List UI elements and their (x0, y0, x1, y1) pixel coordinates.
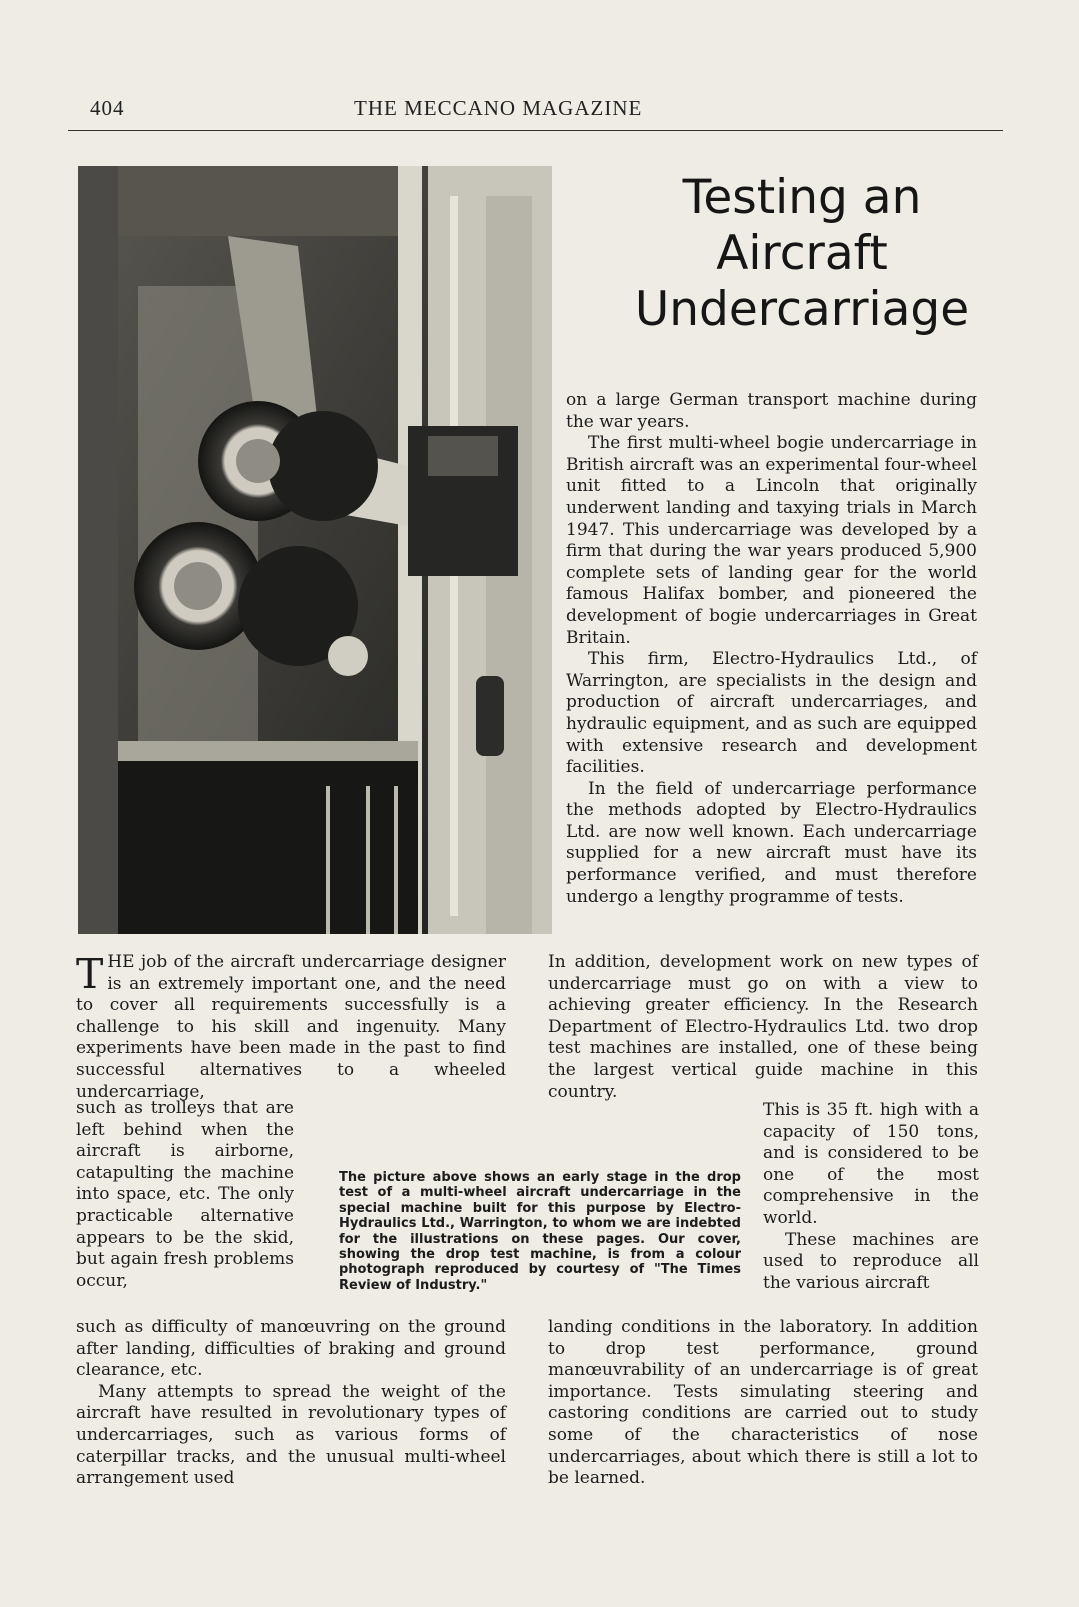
left-narrow-paragraph: such as trolleys that are left behind when the aircraft is airborne, catapulting the machine into space, etc. The only practicable alternative appears to be the skid, but again fresh problems occur, (76, 1098, 294, 1291)
article-paragraph: such as difficulty of manœuvring on the ground after landing, difficulties of braking and ground clearance, etc. (76, 1317, 506, 1381)
title-line-2: Aircraft (716, 226, 888, 281)
right-column-top (566, 390, 977, 908)
article-paragraph: The first multi-wheel bogie undercarriage in British aircraft was an experimental four-wheel unit fitted to a Lincoln that originally underwent landing and taxying trials in March 1947. This undercarriage was developed by a firm that during the war years produced 5,900 complete sets of landing gear for the world famous Halifax bomber, and pioneered the development of bogie undercarriages in Great Britain. (566, 433, 977, 648)
title-line-1: Testing an (682, 170, 922, 225)
magazine-title: THE MECCANO MAGAZINE (354, 96, 643, 120)
article-paragraph: on a large German transport machine during the war years. (566, 390, 977, 432)
right-narrow-column (763, 1100, 979, 1294)
article-title (582, 170, 1022, 338)
title-line-3: Undercarriage (634, 282, 970, 337)
article-paragraph: These machines are used to reproduce all the various aircraft (763, 1229, 979, 1293)
page-number: 404 (90, 96, 125, 120)
right-bottom-paragraph: landing conditions in the laboratory. In addition to drop test performance, ground manœuvrability of an undercarriage is of great importance. Tests simulating steering and castoring conditions are carried out to study some of the characteristics of nose undercarriages, about which there is still a lot to be learned. (548, 1317, 978, 1489)
left-bottom-column (76, 1317, 506, 1490)
article-paragraph: This is 35 ft. high with a capacity of 150 tons, and is considered to be one of the most comprehensive in the world. (763, 1100, 979, 1228)
photo-caption: The picture above shows an early stage in the drop test of a multi-wheel aircraft undercarriage in the special machine built for this purpose by Electro-Hydraulics Ltd., Warrington, to whom we are indebted for the illustrations on these pages. Our cover, showing the drop test machine, is from a colour photograph reproduced by courtesy of "The Times Review of Industry." (339, 1170, 741, 1293)
article-paragraph: Many attempts to spread the weight of the aircraft have resulted in revolutionary types of undercarriages, such as various forms of caterpillar tracks, and the unusual multi-wheel arrangement used (76, 1381, 506, 1489)
article-paragraph: This firm, Electro-Hydraulics Ltd., of Warrington, are specialists in the design and production of aircraft undercarriages, and hydraulic equipment, and as such are equipped with extensive research and development facilities. (566, 649, 977, 778)
article-paragraph: In the field of undercarriage performance the methods adopted by Electro-Hydraulics Ltd. are now well known. Each undercarriage supplied for a new aircraft must have its performance verified, and must therefore undergo a lengthy programme of tests. (566, 778, 977, 907)
undercarriage-drop-test-photo (78, 166, 552, 934)
intro-paragraph (76, 952, 506, 1103)
intro-text: HE job of the aircraft undercarriage designer is an extremely important one, and the need to cover all requirements successfully is a challenge to his skill and ingenuity. Many experiments have been made in the past to find successful alternatives to a wheeled undercarriage, (76, 952, 506, 1102)
mid-right-paragraph: In addition, development work on new types of undercarriage must go on with a view to achieving greater efficiency. In the Research Department of Electro-Hydraulics Ltd. two drop test machines are installed, one of these being the largest vertical guide machine in this country. (548, 952, 978, 1102)
drop-cap: T (76, 950, 104, 998)
header-rule (68, 130, 1003, 131)
